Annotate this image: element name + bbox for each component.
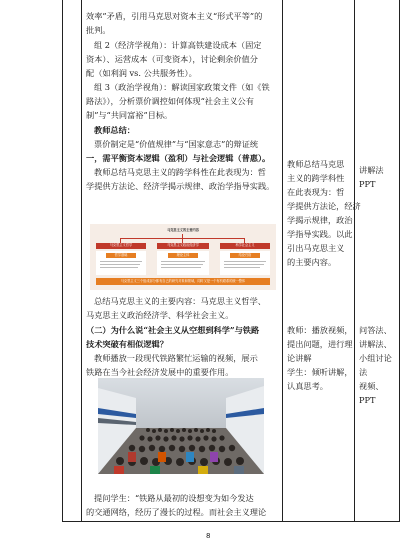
paragraph-line: 铁路在当今社会经济发展中的重要作用。 [86, 367, 234, 377]
paragraph-line: 配（如利润 vs. 公共服务性）。 [86, 68, 197, 78]
method-line: 讲解法 [359, 165, 384, 175]
activity-line: 引出马克思主义 [287, 243, 345, 253]
table-col-divider-1 [81, 0, 82, 522]
marxism-content-diagram [90, 224, 276, 290]
table-bottom-border [62, 521, 400, 522]
table-left-border [62, 0, 63, 522]
activity-line: 提出问题，进行理 [287, 339, 353, 349]
paragraph-line: 的交通网络，经历了漫长的过程。而社会主义理论 [86, 507, 267, 517]
activity-line: 主义的跨学科性 [287, 173, 345, 183]
diagram-box-economics: 马克思主义政治经济学 [157, 243, 209, 249]
paragraph-line: 票价制定是“价值规律”与“国家意志”的辩证统 [94, 139, 259, 149]
activity-line: 学生：倾听讲解， [287, 367, 353, 377]
railway-crowd-photo [98, 378, 264, 474]
paragraph-line: 总结马克思主义的主要内容：马克思主义哲学、 [94, 296, 266, 306]
paragraph-line: 教师播放一段现代铁路繁忙运输的视频，展示 [94, 353, 258, 363]
method-line: PPT [359, 179, 376, 189]
method-line: 讲解法、 [359, 339, 392, 349]
section-heading: 技术突破有相似逻辑？ [86, 339, 168, 349]
activity-line: 学指导实践。以此 [287, 229, 353, 239]
activity-line: 学提供方法论，经济 [287, 201, 361, 211]
paragraph-line: 资本）、运营成本（可变资本），讨论剩余价值分 [86, 54, 258, 64]
table-right-border [399, 0, 400, 522]
activity-line: 论讲解 [287, 353, 312, 363]
diagram-sub-label-2: 理论主体 [168, 253, 198, 258]
activity-line: 学揭示规律，政治 [287, 215, 353, 225]
paragraph-line: 一，需平衡资本逻辑（盈利）与社会逻辑（普惠）。 [86, 153, 271, 163]
diagram-title: 马克思主义的主要内容 [167, 228, 199, 232]
paragraph-line: 路法》），分析票价调控如何体现“社会主义公有 [86, 96, 254, 106]
paragraph-line: 学提供方法论、经济学揭示规律、政治学指导实践。 [86, 181, 275, 191]
method-line: 视频、 [359, 381, 384, 391]
diagram-box-philosophy: 马克思主义哲学 [96, 243, 146, 249]
diagram-sub-label-1: 哲学基础 [106, 253, 136, 258]
paragraph-line: 组 3（政治学视角）：解读国家政策文件（如《铁 [94, 82, 270, 92]
method-line: 法 [359, 367, 368, 377]
railway-crowd-illustration [98, 378, 264, 474]
diagram-footer-banner: 马克思主义三个组成部分都有自己的研究对象和领域，同时又是一个有机联系的统一整体 [96, 278, 270, 285]
paragraph-line: 提问学生：“铁路从最初的设想变为如今发达 [94, 493, 254, 503]
table-col-divider-3 [354, 0, 355, 522]
method-line: PPT [359, 395, 376, 405]
activity-line: 认真思考。 [287, 381, 328, 391]
paragraph-line: 批判。 [86, 25, 111, 35]
table-col-divider-2 [282, 0, 283, 522]
diagram-sub-label-3: 结论归宿 [230, 253, 260, 258]
diagram-box-socialism: 科学社会主义 [220, 243, 270, 249]
paragraph-line: 马克思主义政治经济学、科学社会主义。 [86, 310, 234, 320]
method-line: 小组讨论 [359, 353, 392, 363]
method-line: 问答法、 [359, 325, 392, 335]
activity-line: 的主要内容。 [287, 257, 337, 267]
paragraph-line: 效率”矛盾，引用马克思对资本主义“形式平等”的 [86, 11, 263, 21]
section-heading: （二）为什么说“社会主义从空想到科学”与铁路 [86, 325, 260, 335]
teacher-summary-heading: 教师总结： [94, 125, 135, 135]
activity-line: 教师：播放视频， [287, 325, 353, 335]
activity-line: 教师总结马克思 [287, 159, 345, 169]
page-number: 8 [206, 532, 211, 540]
paragraph-line: 教师总结马克思主义的跨学科性在此表现为：哲 [94, 167, 266, 177]
paragraph-line: 组 2（经济学视角）：计算高铁建设成本（固定 [94, 40, 262, 50]
activity-line: 在此表现为：哲 [287, 187, 345, 197]
paragraph-line: 制”与“共同富裕”目标。 [86, 110, 173, 120]
